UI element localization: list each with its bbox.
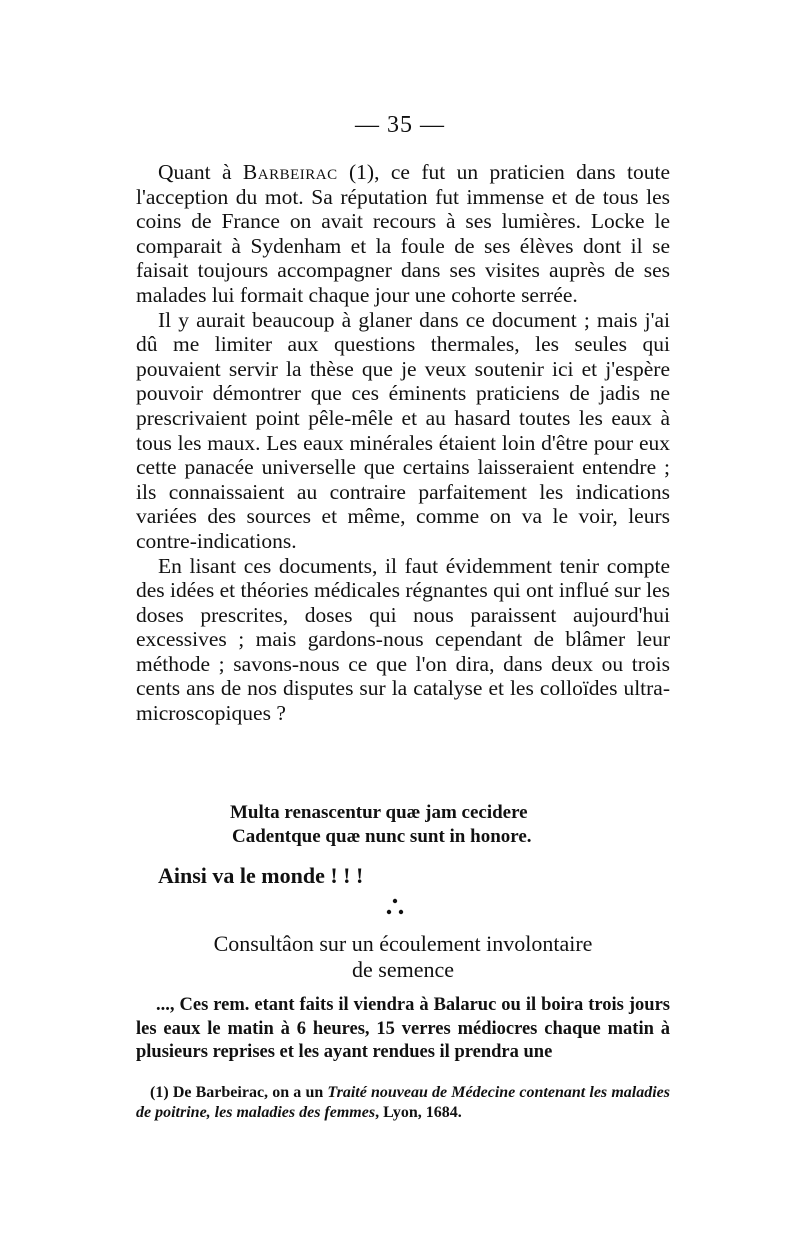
asterism-icon xyxy=(380,895,410,925)
footnote-text xyxy=(136,1083,670,1123)
footnote-lead: (1) De Barbeirac, on a un xyxy=(150,1084,328,1101)
verse-line-1: Multa renascentur quæ jam cecidere xyxy=(230,802,528,823)
paragraph-1 xyxy=(136,160,670,308)
paragraph-3: En lisant ces documents, il faut évidemment tenir compte des idées et théories médicales régnantes qui ont influé sur les doses prescrites, doses qui nous paraissent aujourd'hui excessives ; mais gardons-nous cependant de blâmer leur méthode ; savons-nous ce que l'on dira, dans deux ou trois cents ans de nos disputes sur la catalyse et les colloïdes ultra-microscopiques ? xyxy=(136,553,670,726)
closing-exclamation: Ainsi va le monde ! ! ! xyxy=(158,863,364,888)
section-title-line-1: Consultâon sur un écoulement involontaire xyxy=(213,931,593,956)
section-title xyxy=(136,931,670,983)
section-title-line-2: de semence xyxy=(352,957,454,982)
paragraph-1-lead: Quant à xyxy=(158,160,243,184)
paragraph-1-rest: (1), ce fut un praticien dans toute l'acception du mot. Sa réputation fut immense et de tous les coins de France on avait recours à ses lumières. Locke le comparait à Sydenham et la foule de ses élèves dont il se faisait toujours accompagner dans ses visites auprès de ses malades lui formait chaque jour une cohorte serrée. xyxy=(136,160,670,307)
footnote xyxy=(136,1083,670,1123)
main-text xyxy=(136,160,670,726)
footnote-tail: , Lyon, 1684. xyxy=(375,1104,462,1121)
paragraph-2: Il y aurait beaucoup à glaner dans ce document ; mais j'ai dû me limiter aux questions thermales, les seules qui pouvaient servir la thèse que je veux soutenir ici et j'espère pouvoir démontrer que ces éminents praticiens de jadis ne prescrivaient point pêle-mêle et au hasard toutes les eaux à tous les maux. Les eaux minérales étaient loin d'être pour eux cette panacée universelle que certains laisseraient entendre ; ils connaissaient au contraire parfaitement les indications variées des sources et même, comme on va le voir, leurs contre-indications. xyxy=(136,307,670,553)
page-number: — 35 — xyxy=(355,112,445,138)
verse-line-2: Cadentque quæ nunc sunt in honore. xyxy=(232,826,532,847)
footnote-book-title: Traité nouveau de Médecine contenant les maladies de poitrine, les maladies des femmes xyxy=(136,1084,670,1121)
latin-verse xyxy=(230,801,650,849)
section-text xyxy=(136,994,670,1065)
author-name-barbeirac: Barbeirac xyxy=(242,160,338,184)
section-paragraph: ..., Ces rem. etant faits il viendra à Balaruc ou il boira trois jours les eaux le matin à 6 heures, 15 verres médiocres chaque matin à plusieurs reprises et les ayant rendues il prendra une xyxy=(136,995,670,1062)
